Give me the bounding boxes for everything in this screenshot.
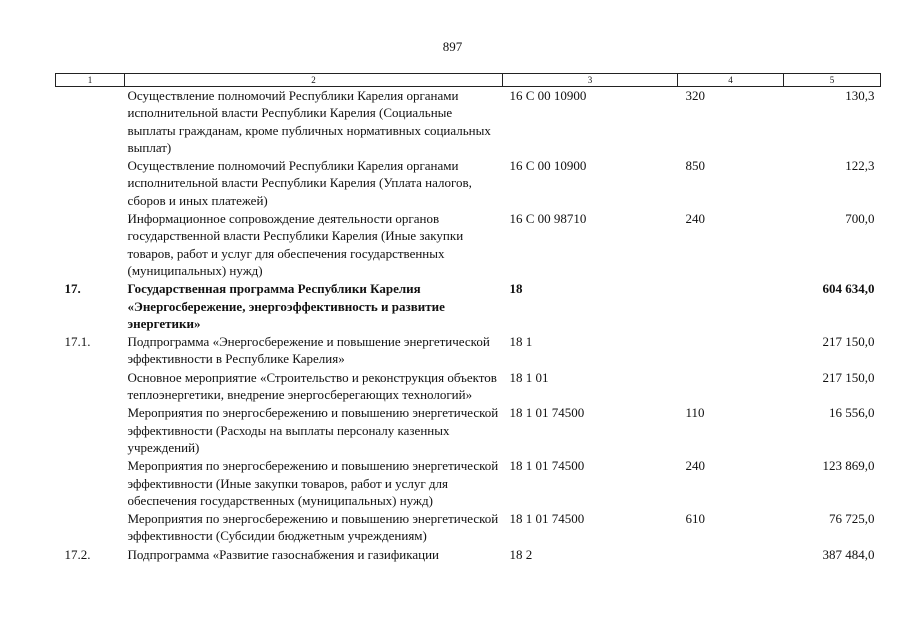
table-row	[56, 546, 881, 564]
table-row	[56, 157, 881, 210]
table-row	[56, 457, 881, 510]
row-expense-type: 240	[685, 211, 705, 227]
row-amount: 76 725,0	[829, 511, 875, 527]
table-row	[56, 369, 881, 405]
row-expense-type	[678, 546, 784, 564]
row-code: 16 С 00 10900	[509, 158, 587, 174]
row-expense-type	[678, 333, 784, 369]
row-amount: 700,0	[845, 211, 875, 227]
row-name: Мероприятия по энергосбережению и повышению энергетической эффективности (Иные закупки товаров, работ и услуг для обеспечения государственных (муниципальных) нужд)	[127, 458, 499, 508]
row-expense-type: 320	[685, 88, 705, 103]
row-amount: 130,3	[845, 88, 875, 103]
row-expense-type: 110	[685, 405, 705, 421]
row-amount: 16 556,0	[829, 405, 875, 421]
row-number: 17.	[64, 281, 81, 297]
header-col-2: 2	[125, 74, 503, 87]
row-number	[56, 87, 125, 158]
row-name: Осуществление полномочий Республики Карелия органами исполнительной власти Республики Карелия (Уплата налогов, сборов и иных платежей)	[127, 158, 472, 208]
header-col-5: 5	[784, 74, 881, 87]
row-amount: 604 634,0	[822, 281, 875, 297]
header-row	[56, 74, 881, 87]
row-name: Мероприятия по энергосбережению и повышению энергетической эффективности (Субсидии бюджетным учреждениям)	[127, 511, 499, 544]
page-number: 897	[442, 39, 463, 54]
row-amount: 387 484,0	[822, 546, 875, 562]
row-number: 17.1.	[64, 334, 91, 350]
table-row	[56, 210, 881, 280]
table-row	[56, 510, 881, 546]
row-number	[56, 369, 125, 405]
row-number: 17.2.	[64, 546, 91, 562]
row-name: Подпрограмма «Энергосбережение и повышение энергетической эффективности в Республике Карелия»	[127, 334, 490, 367]
row-number	[56, 157, 125, 210]
row-number	[56, 404, 125, 457]
budget-table	[55, 73, 881, 564]
row-number	[56, 210, 125, 280]
row-name: Информационное сопровождение деятельности органов государственной власти Республики Карелия (Иные закупки товаров, работ и услуг для обеспечения государственных (муниципальных) нужд)	[127, 211, 464, 278]
row-code: 16 С 00 10900	[509, 88, 587, 103]
row-number	[56, 457, 125, 510]
row-code: 18 2	[509, 546, 533, 562]
table-row	[56, 280, 881, 333]
row-name: Государственная программа Республики Карелия «Энергосбережение, энергоэффективность и развитие энергетики»	[127, 281, 445, 331]
table-row	[56, 404, 881, 457]
row-name: Осуществление полномочий Республики Карелия органами исполнительной власти Республики Карелия (Социальные выплаты гражданам, кроме публичных нормативных социальных выплат)	[127, 88, 491, 155]
table-row	[56, 87, 881, 158]
row-expense-type: 850	[685, 158, 705, 174]
header-col-1: 1	[56, 74, 125, 87]
row-name: Мероприятия по энергосбережению и повышению энергетической эффективности (Расходы на выплаты персоналу казенных учреждений)	[127, 405, 499, 455]
row-expense-type	[678, 280, 784, 333]
row-expense-type	[678, 369, 784, 405]
header-col-4: 4	[678, 74, 784, 87]
row-code: 18 1 01 74500	[509, 458, 585, 474]
row-amount: 217 150,0	[822, 369, 875, 385]
row-code: 18 1 01 74500	[509, 405, 585, 421]
table-body	[56, 87, 881, 565]
row-name: Основное мероприятие «Строительство и реконструкция объектов теплоэнергетики, внедрение энергосберегающих технологий»	[127, 369, 497, 403]
row-code: 18 1 01	[509, 369, 549, 385]
row-expense-type: 610	[685, 511, 705, 527]
table-header	[56, 74, 881, 87]
header-col-3: 3	[503, 74, 678, 87]
row-amount: 217 150,0	[822, 334, 875, 350]
row-code: 18 1 01 74500	[509, 511, 585, 527]
row-amount: 122,3	[845, 158, 875, 174]
row-code: 18 1	[509, 334, 533, 350]
row-code: 18	[509, 281, 523, 297]
row-code: 16 С 00 98710	[509, 211, 587, 227]
row-name: Подпрограмма «Развитие газоснабжения и газификации	[127, 546, 439, 562]
table-row	[56, 333, 881, 369]
row-expense-type: 240	[685, 458, 705, 474]
row-amount: 123 869,0	[822, 458, 875, 474]
row-number	[56, 510, 125, 546]
